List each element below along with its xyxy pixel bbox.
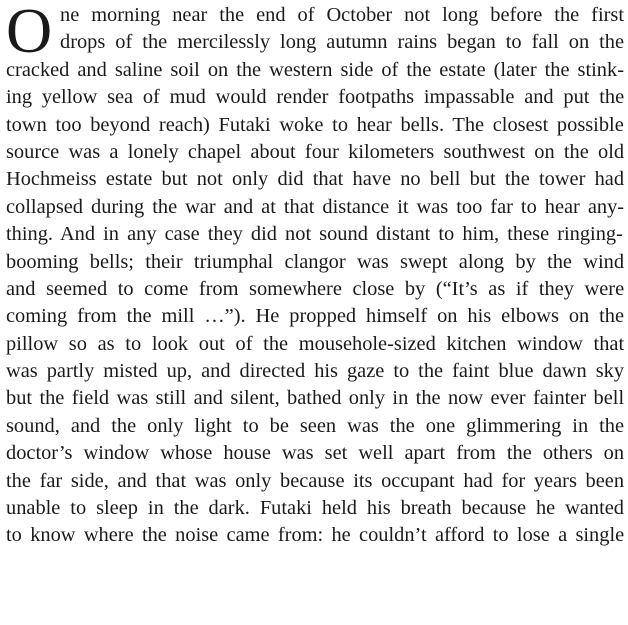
word: and bbox=[193, 387, 224, 410]
word: side, bbox=[70, 469, 109, 492]
text-line bbox=[6, 276, 624, 303]
word: the bbox=[152, 195, 178, 218]
text-line bbox=[6, 2, 624, 29]
text-line bbox=[6, 495, 624, 522]
word: And bbox=[59, 223, 96, 246]
word: to bbox=[125, 332, 142, 355]
word: others bbox=[542, 442, 593, 465]
word: whose bbox=[160, 442, 213, 465]
word: because bbox=[461, 497, 527, 520]
word: the bbox=[554, 4, 580, 26]
word: the bbox=[504, 168, 530, 191]
word: window bbox=[83, 442, 150, 465]
word: by bbox=[515, 250, 536, 273]
text-line bbox=[6, 440, 624, 467]
word: elbows bbox=[501, 305, 559, 328]
word: misted bbox=[103, 360, 158, 383]
word: the bbox=[236, 58, 262, 81]
word: town bbox=[6, 113, 47, 136]
word: bells. bbox=[400, 113, 445, 136]
word: the bbox=[599, 86, 624, 109]
word: long bbox=[280, 31, 317, 54]
word: of bbox=[381, 58, 399, 81]
word: wind bbox=[583, 250, 624, 273]
word: been bbox=[585, 469, 624, 492]
word: the bbox=[389, 414, 415, 437]
word: breath bbox=[400, 497, 452, 520]
word: and bbox=[201, 360, 231, 383]
word: noise bbox=[175, 524, 219, 547]
word: mud bbox=[169, 86, 206, 109]
word: at bbox=[261, 195, 276, 218]
word: mousehole-sized bbox=[298, 332, 436, 355]
word: end bbox=[256, 4, 286, 26]
word: only bbox=[348, 387, 386, 410]
word: was bbox=[116, 387, 149, 410]
word: mercilessly bbox=[177, 31, 271, 54]
word: but bbox=[161, 168, 188, 191]
word: estate bbox=[105, 168, 153, 191]
word: yellow bbox=[41, 86, 98, 109]
word: these bbox=[507, 223, 550, 246]
word: of bbox=[115, 31, 133, 54]
word: the bbox=[599, 31, 624, 54]
word: apart bbox=[404, 442, 446, 465]
text-line bbox=[6, 522, 624, 549]
word: ever bbox=[490, 387, 526, 410]
word: the bbox=[141, 524, 167, 547]
word: was bbox=[347, 414, 379, 437]
text-line bbox=[6, 112, 624, 139]
text-line bbox=[6, 413, 624, 440]
word: seemed bbox=[46, 277, 108, 300]
word: the bbox=[599, 414, 624, 437]
text-line bbox=[6, 84, 624, 111]
word: in bbox=[572, 414, 589, 437]
word: stink- bbox=[577, 58, 624, 81]
word: now bbox=[447, 387, 484, 410]
word: gaze bbox=[346, 360, 385, 383]
word: came bbox=[226, 524, 270, 547]
word: tower bbox=[538, 168, 586, 191]
word: glimmering bbox=[466, 414, 562, 437]
word: sea bbox=[107, 86, 134, 109]
word: on bbox=[568, 31, 590, 54]
word: for bbox=[501, 469, 526, 492]
word: of bbox=[235, 332, 253, 355]
word: sound bbox=[319, 223, 368, 246]
text-line bbox=[6, 29, 624, 56]
document-page bbox=[6, 2, 624, 550]
word: by bbox=[404, 277, 426, 300]
word: Futaki bbox=[218, 113, 271, 136]
word: the bbox=[547, 250, 572, 273]
word: clangor bbox=[284, 250, 346, 273]
word: to bbox=[492, 524, 509, 547]
text-line bbox=[6, 358, 624, 385]
paragraph bbox=[6, 2, 624, 550]
word: the bbox=[126, 305, 152, 328]
word: from bbox=[456, 442, 496, 465]
word: pillow bbox=[6, 332, 59, 355]
word: saline bbox=[114, 58, 163, 81]
word: one bbox=[425, 414, 456, 437]
drop-cap: O bbox=[6, 0, 53, 66]
word: soil bbox=[170, 58, 200, 81]
word: the bbox=[6, 469, 31, 492]
word: not bbox=[196, 168, 223, 191]
word: hear bbox=[544, 195, 580, 218]
word: the bbox=[406, 58, 432, 81]
text-line bbox=[6, 249, 624, 276]
word: they bbox=[207, 223, 243, 246]
word: his bbox=[467, 305, 492, 328]
word: that bbox=[155, 469, 187, 492]
word: began bbox=[447, 31, 496, 54]
word: collapsed bbox=[6, 195, 84, 218]
word: along bbox=[458, 250, 505, 273]
word: (“It’s bbox=[435, 277, 478, 300]
word: silent, bbox=[230, 387, 280, 410]
word: hear bbox=[356, 113, 392, 136]
word: in bbox=[147, 497, 164, 520]
word: was bbox=[281, 442, 314, 465]
word: old bbox=[598, 140, 624, 163]
word: couldn’t bbox=[359, 524, 427, 547]
word: out bbox=[198, 332, 225, 355]
word: dawn bbox=[542, 360, 587, 383]
text-line bbox=[6, 221, 624, 248]
word: held bbox=[321, 497, 357, 520]
word: single bbox=[575, 524, 624, 547]
word: the bbox=[599, 305, 624, 328]
word: mill bbox=[161, 305, 195, 328]
word: because bbox=[280, 469, 345, 492]
word: house bbox=[223, 442, 271, 465]
text-line bbox=[6, 194, 624, 221]
word: was bbox=[6, 360, 38, 383]
word: October bbox=[326, 4, 393, 26]
word: lonely bbox=[127, 140, 179, 163]
word: the bbox=[111, 414, 137, 437]
word: unable bbox=[6, 497, 61, 520]
word: and bbox=[223, 195, 254, 218]
word: any- bbox=[587, 195, 624, 218]
word: light bbox=[194, 414, 232, 437]
word: field bbox=[71, 387, 110, 410]
word: occupant bbox=[381, 469, 455, 492]
word: they bbox=[538, 277, 574, 300]
word: footpaths bbox=[338, 86, 415, 109]
word: had bbox=[463, 469, 493, 492]
word: and bbox=[524, 86, 554, 109]
word: that bbox=[312, 168, 344, 191]
word: seen bbox=[299, 414, 337, 437]
word: distance bbox=[322, 195, 390, 218]
word: the bbox=[506, 442, 532, 465]
word: kilometers bbox=[348, 140, 435, 163]
text-line bbox=[6, 166, 624, 193]
word: during bbox=[91, 195, 145, 218]
word: first bbox=[591, 4, 624, 26]
word: …”). bbox=[204, 305, 246, 328]
word: far bbox=[490, 195, 513, 218]
word: morning bbox=[91, 4, 161, 26]
word: blue bbox=[498, 360, 534, 383]
word: only bbox=[147, 414, 184, 437]
word: from bbox=[77, 305, 117, 328]
word: his bbox=[314, 360, 338, 383]
word: possible bbox=[556, 113, 624, 136]
word: was bbox=[356, 250, 389, 273]
word: in bbox=[103, 223, 120, 246]
word: coming bbox=[6, 305, 68, 328]
word: side bbox=[340, 58, 374, 81]
word: bells; bbox=[89, 250, 134, 273]
word: woke bbox=[279, 113, 324, 136]
word: drops bbox=[60, 31, 106, 54]
word: on bbox=[437, 305, 458, 328]
word: if bbox=[515, 277, 529, 300]
word: southwest bbox=[443, 140, 526, 163]
word: to bbox=[70, 497, 87, 520]
word: kitchen bbox=[446, 332, 507, 355]
word: on bbox=[207, 58, 229, 81]
word: impassable bbox=[423, 86, 515, 109]
word: thing. bbox=[6, 223, 54, 246]
word: as bbox=[97, 332, 115, 355]
word: to bbox=[6, 524, 22, 547]
word: the bbox=[418, 360, 444, 383]
word: was bbox=[68, 140, 101, 163]
text-line bbox=[6, 139, 624, 166]
word: up, bbox=[166, 360, 193, 383]
word: Hochmeiss bbox=[6, 168, 97, 191]
word: know bbox=[30, 524, 76, 547]
word: propped bbox=[289, 305, 357, 328]
word: set bbox=[324, 442, 348, 465]
word: window bbox=[517, 332, 583, 355]
word: that bbox=[283, 195, 315, 218]
word: in bbox=[392, 387, 409, 410]
word: He bbox=[255, 305, 280, 328]
word: as bbox=[488, 277, 506, 300]
word: afford bbox=[434, 524, 485, 547]
word: was bbox=[194, 469, 227, 492]
word: beyond bbox=[90, 113, 151, 136]
word: wanted bbox=[565, 497, 624, 520]
word: not bbox=[285, 223, 312, 246]
word: and bbox=[77, 58, 107, 81]
word: reach) bbox=[158, 113, 210, 136]
word: war bbox=[185, 195, 216, 218]
word: the bbox=[415, 387, 441, 410]
word: from: bbox=[277, 524, 324, 547]
word: on bbox=[568, 305, 590, 328]
word: (later bbox=[493, 58, 537, 81]
word: four bbox=[304, 140, 339, 163]
word: look bbox=[151, 332, 189, 355]
word: long bbox=[442, 4, 479, 26]
word: and bbox=[70, 414, 101, 437]
word: him, bbox=[462, 223, 500, 246]
word: sleep bbox=[96, 497, 138, 520]
word: to bbox=[438, 223, 455, 246]
text-line bbox=[6, 468, 624, 495]
word: himself bbox=[366, 305, 428, 328]
word: dark. bbox=[208, 497, 250, 520]
word: well bbox=[358, 442, 394, 465]
text-line bbox=[6, 331, 624, 358]
word: of bbox=[297, 4, 315, 26]
word: of bbox=[142, 86, 160, 109]
text-line bbox=[6, 57, 624, 84]
word: the bbox=[142, 31, 168, 54]
word: the bbox=[544, 58, 570, 81]
text-line bbox=[6, 385, 624, 412]
word: have bbox=[352, 168, 391, 191]
word: cracked bbox=[6, 58, 70, 81]
word: would bbox=[215, 86, 267, 109]
word: close bbox=[352, 277, 395, 300]
word: ringing- bbox=[557, 223, 623, 246]
word: still bbox=[155, 387, 187, 410]
word: be bbox=[269, 414, 289, 437]
word: rains bbox=[397, 31, 438, 54]
word: their bbox=[145, 250, 183, 273]
word: the bbox=[39, 387, 65, 410]
word: near bbox=[172, 4, 208, 26]
word: was bbox=[416, 195, 449, 218]
word: sky bbox=[595, 360, 624, 383]
word: so bbox=[68, 332, 87, 355]
word: were bbox=[584, 277, 624, 300]
word: he bbox=[535, 497, 556, 520]
word: no bbox=[400, 168, 421, 191]
word: did bbox=[250, 223, 277, 246]
word: render bbox=[276, 86, 329, 109]
word: bathed bbox=[287, 387, 342, 410]
word: triumphal bbox=[193, 250, 274, 273]
word: only bbox=[235, 469, 272, 492]
word: the bbox=[563, 140, 589, 163]
word: bell bbox=[429, 168, 461, 191]
word: closest bbox=[492, 113, 549, 136]
word: on bbox=[603, 442, 624, 465]
word: to bbox=[332, 113, 349, 136]
word: the bbox=[219, 4, 245, 26]
word: estate bbox=[439, 58, 486, 81]
word: ing bbox=[6, 86, 33, 109]
word: booming bbox=[6, 250, 79, 273]
word: somewhere bbox=[249, 277, 342, 300]
word: case bbox=[164, 223, 200, 246]
word: lose bbox=[516, 524, 550, 547]
word: only bbox=[231, 168, 269, 191]
word: a bbox=[109, 140, 119, 163]
word: autumn bbox=[326, 31, 388, 54]
word: far bbox=[39, 469, 63, 492]
word: his bbox=[366, 497, 391, 520]
word: where bbox=[83, 524, 134, 547]
word: a bbox=[558, 524, 568, 547]
word: any bbox=[127, 223, 157, 246]
word: its bbox=[353, 469, 373, 492]
word: western bbox=[269, 58, 333, 81]
word: chapel bbox=[187, 140, 242, 163]
word: to bbox=[117, 277, 134, 300]
word: doctor’s bbox=[6, 442, 73, 465]
word: did bbox=[277, 168, 304, 191]
word: but bbox=[6, 387, 33, 410]
word: distant bbox=[375, 223, 431, 246]
word: not bbox=[404, 4, 431, 26]
word: that bbox=[593, 332, 624, 355]
word: about bbox=[250, 140, 296, 163]
word: faint bbox=[452, 360, 490, 383]
word: The bbox=[452, 113, 485, 136]
word: it bbox=[397, 195, 409, 218]
word: to bbox=[242, 414, 259, 437]
word: source bbox=[6, 140, 60, 163]
word: on bbox=[534, 140, 555, 163]
word: the bbox=[263, 332, 289, 355]
word: the bbox=[173, 497, 199, 520]
word: too bbox=[55, 113, 82, 136]
word: put bbox=[563, 86, 590, 109]
word: from bbox=[198, 277, 239, 300]
word: fainter bbox=[532, 387, 587, 410]
word: Futaki bbox=[259, 497, 312, 520]
word: years bbox=[533, 469, 577, 492]
word: too bbox=[456, 195, 483, 218]
word: and bbox=[117, 469, 147, 492]
word: swept bbox=[399, 250, 448, 273]
word: before bbox=[490, 4, 543, 26]
word: to bbox=[505, 31, 522, 54]
word: fall bbox=[531, 31, 559, 54]
word: and bbox=[6, 277, 36, 300]
word: he bbox=[331, 524, 351, 547]
text-line bbox=[6, 303, 624, 330]
word: directed bbox=[239, 360, 306, 383]
word: partly bbox=[46, 360, 95, 383]
word: to bbox=[393, 360, 410, 383]
word: bell bbox=[593, 387, 624, 410]
word: come bbox=[144, 277, 189, 300]
word: to bbox=[520, 195, 537, 218]
word: had bbox=[594, 168, 624, 191]
word: but bbox=[469, 168, 496, 191]
word: sound, bbox=[6, 414, 60, 437]
word: ne bbox=[60, 4, 80, 26]
